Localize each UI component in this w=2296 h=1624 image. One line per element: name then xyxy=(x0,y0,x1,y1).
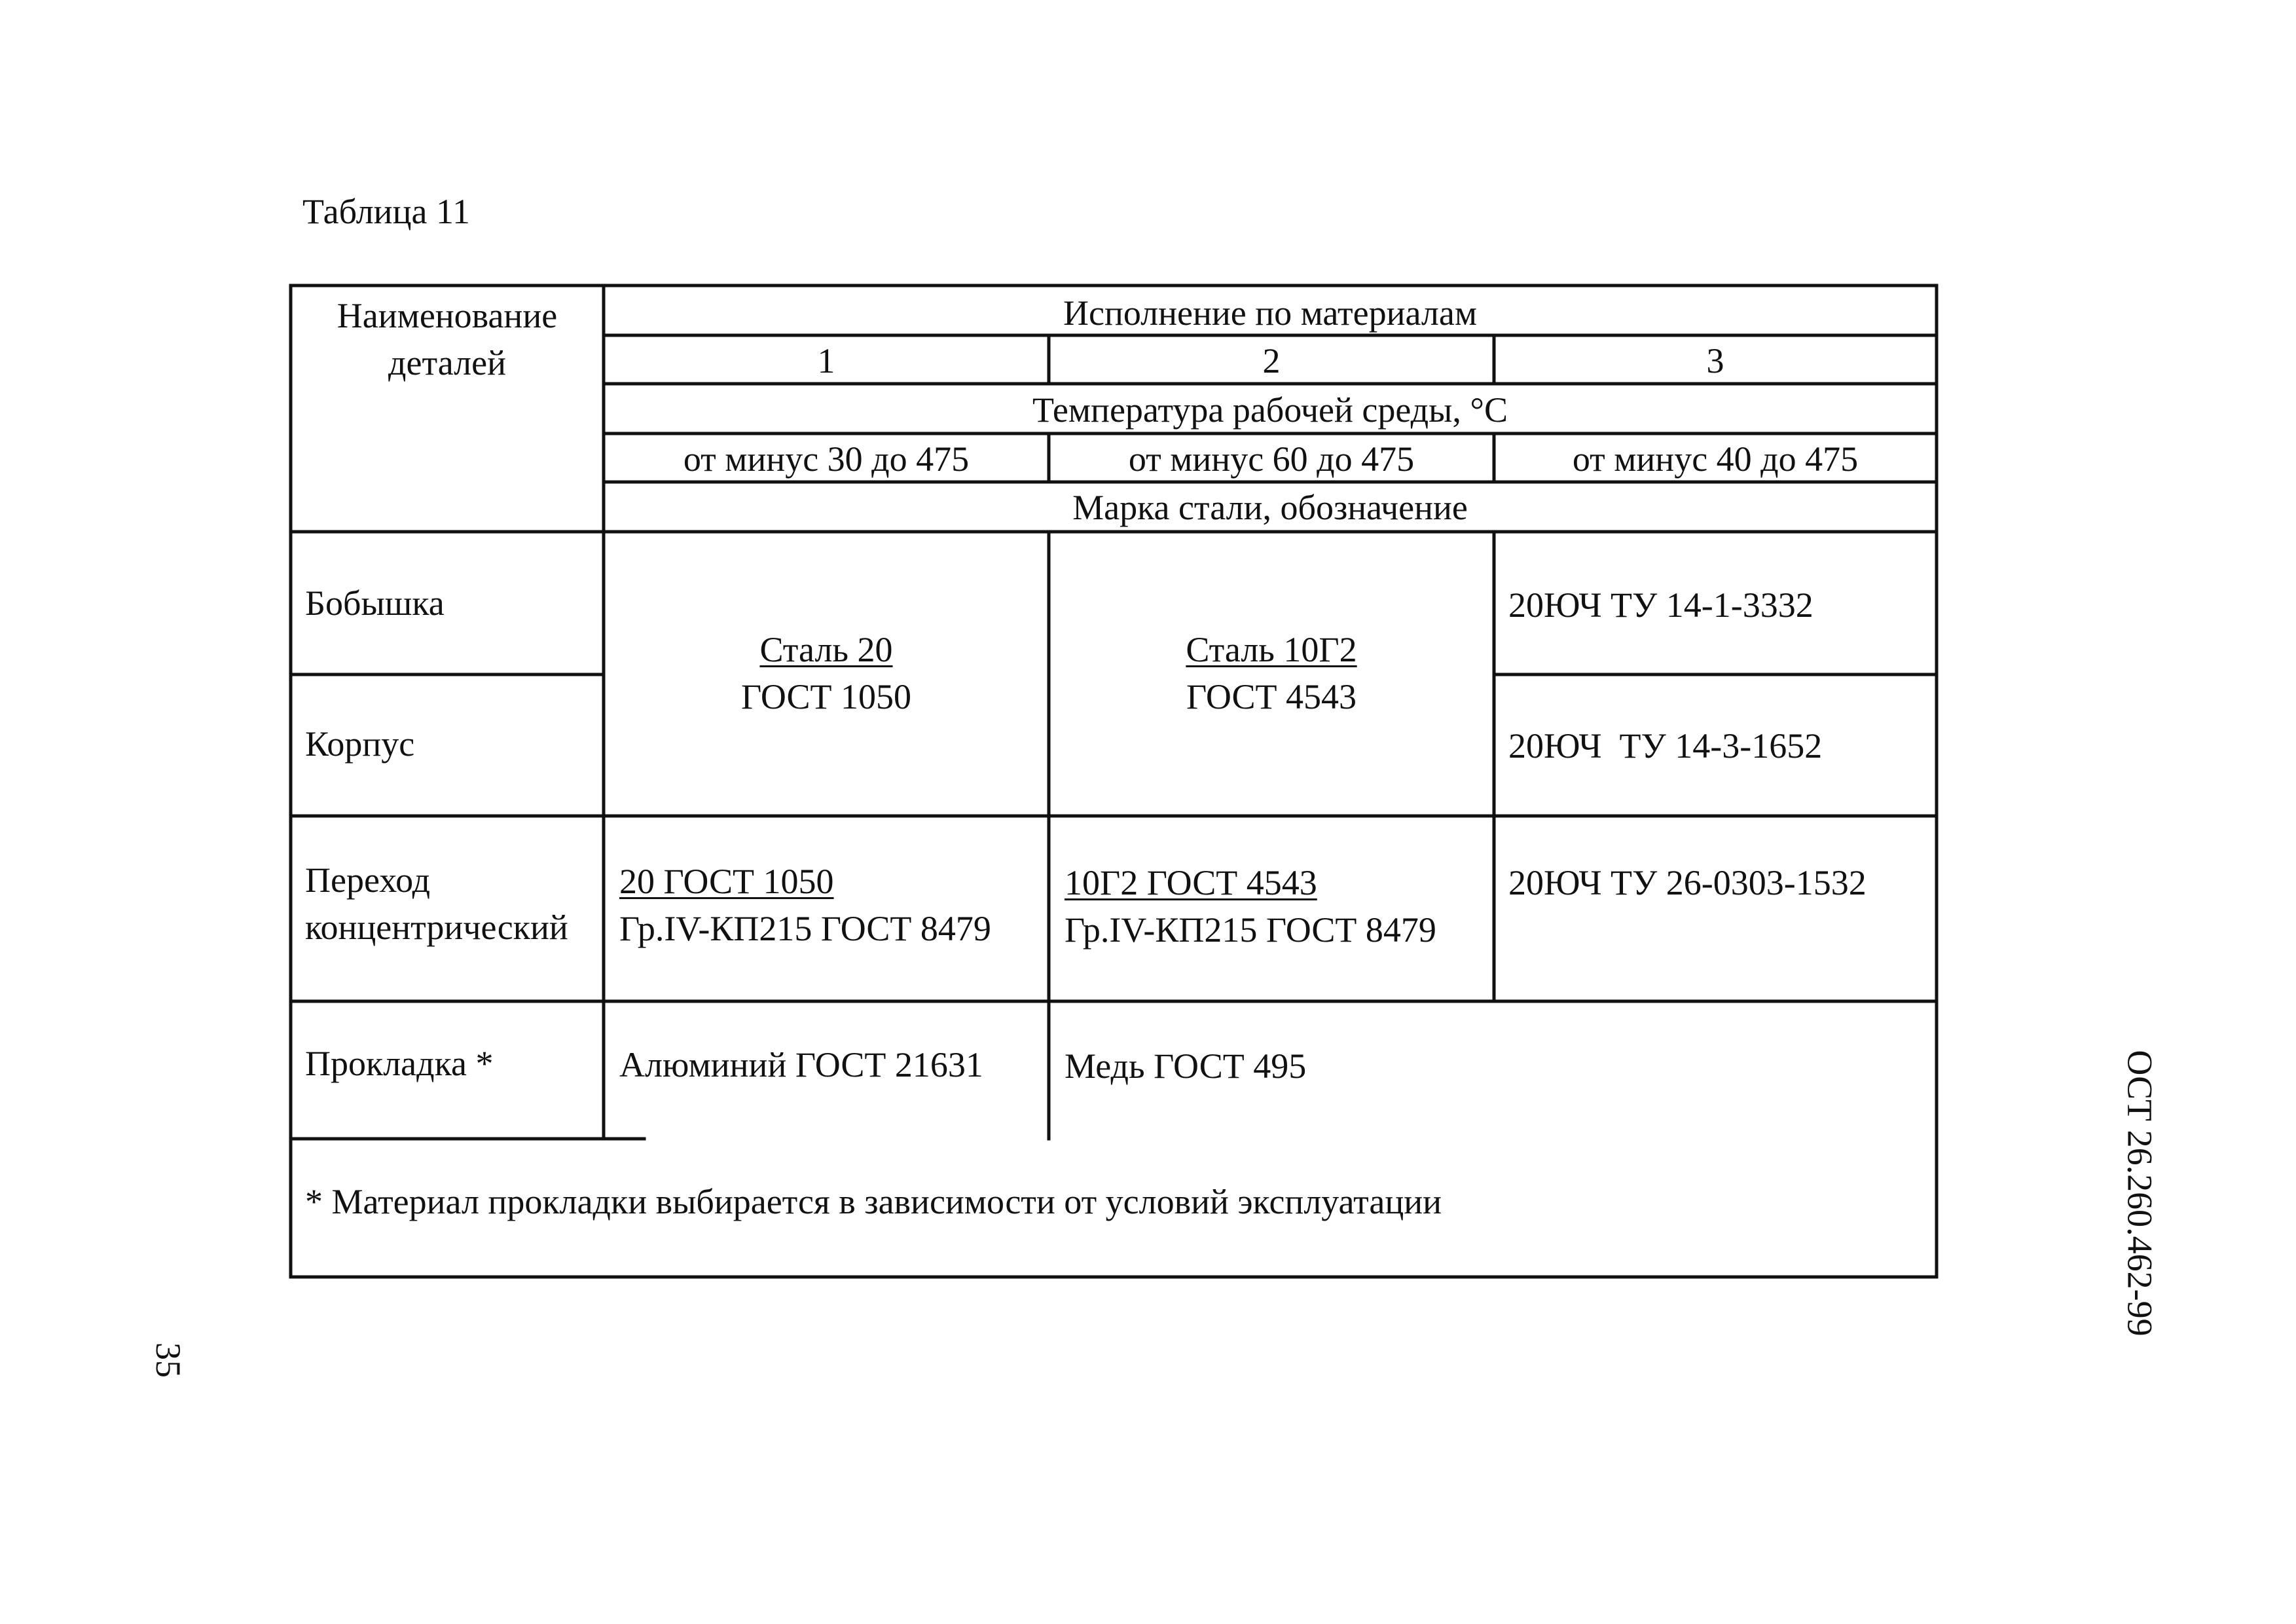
header-steel-title: Марка стали, обозначение xyxy=(1072,488,1468,527)
row-label-boss: Бобышка xyxy=(305,583,445,623)
boss-body-variant-2: Сталь 10Г2 ГОСТ 4543 xyxy=(1186,630,1357,716)
reducer-variant-3: 20ЮЧ ТУ 26-0303-1532 xyxy=(1508,863,1867,902)
header-variant-3: 3 xyxy=(1706,341,1724,380)
header-variant-1: 1 xyxy=(817,341,835,380)
header-temperature-title: Температура рабочей среды, °С xyxy=(1032,390,1508,430)
header-temperature-range-1: от минус 30 до 475 xyxy=(683,439,970,479)
reducer-variant-1: 20 ГОСТ 1050 Гр.IV-КП215 ГОСТ 8479 xyxy=(619,862,991,948)
table-grid xyxy=(291,286,1937,1277)
row-label-reducer: Переход концентрический xyxy=(305,860,568,947)
table-caption: Таблица 11 xyxy=(302,192,470,231)
table-footnote: * Материал прокладки выбирается в зависимости от условий эксплуатации xyxy=(305,1182,1442,1221)
document-code: ОСТ 26.260.462-99 xyxy=(2120,1050,2160,1337)
gasket-variant-1: Алюминий ГОСТ 21631 xyxy=(619,1045,983,1084)
body-variant-3: 20ЮЧ ТУ 14-3-1652 xyxy=(1508,726,1823,766)
header-temperature-range-3: от минус 40 до 475 xyxy=(1572,439,1859,479)
row-label-body: Корпус xyxy=(305,724,415,764)
header-temperature-range-2: от минус 60 до 475 xyxy=(1128,439,1415,479)
materials-table xyxy=(291,286,1937,1277)
boss-variant-3: 20ЮЧ ТУ 14-1-3332 xyxy=(1508,585,1813,625)
page-number: 35 xyxy=(149,1342,188,1378)
gasket-variant-2-3: Медь ГОСТ 495 xyxy=(1065,1046,1307,1086)
row-label-gasket: Прокладка * xyxy=(305,1044,494,1083)
boss-body-variant-1: Сталь 20 ГОСТ 1050 xyxy=(740,630,912,716)
header-parts-name: Наименование деталей xyxy=(337,296,558,382)
header-materials-title: Исполнение по материалам xyxy=(1063,293,1477,333)
reducer-variant-2: 10Г2 ГОСТ 4543 Гр.IV-КП215 ГОСТ 8479 xyxy=(1065,863,1436,950)
header-variant-2: 2 xyxy=(1262,341,1281,380)
